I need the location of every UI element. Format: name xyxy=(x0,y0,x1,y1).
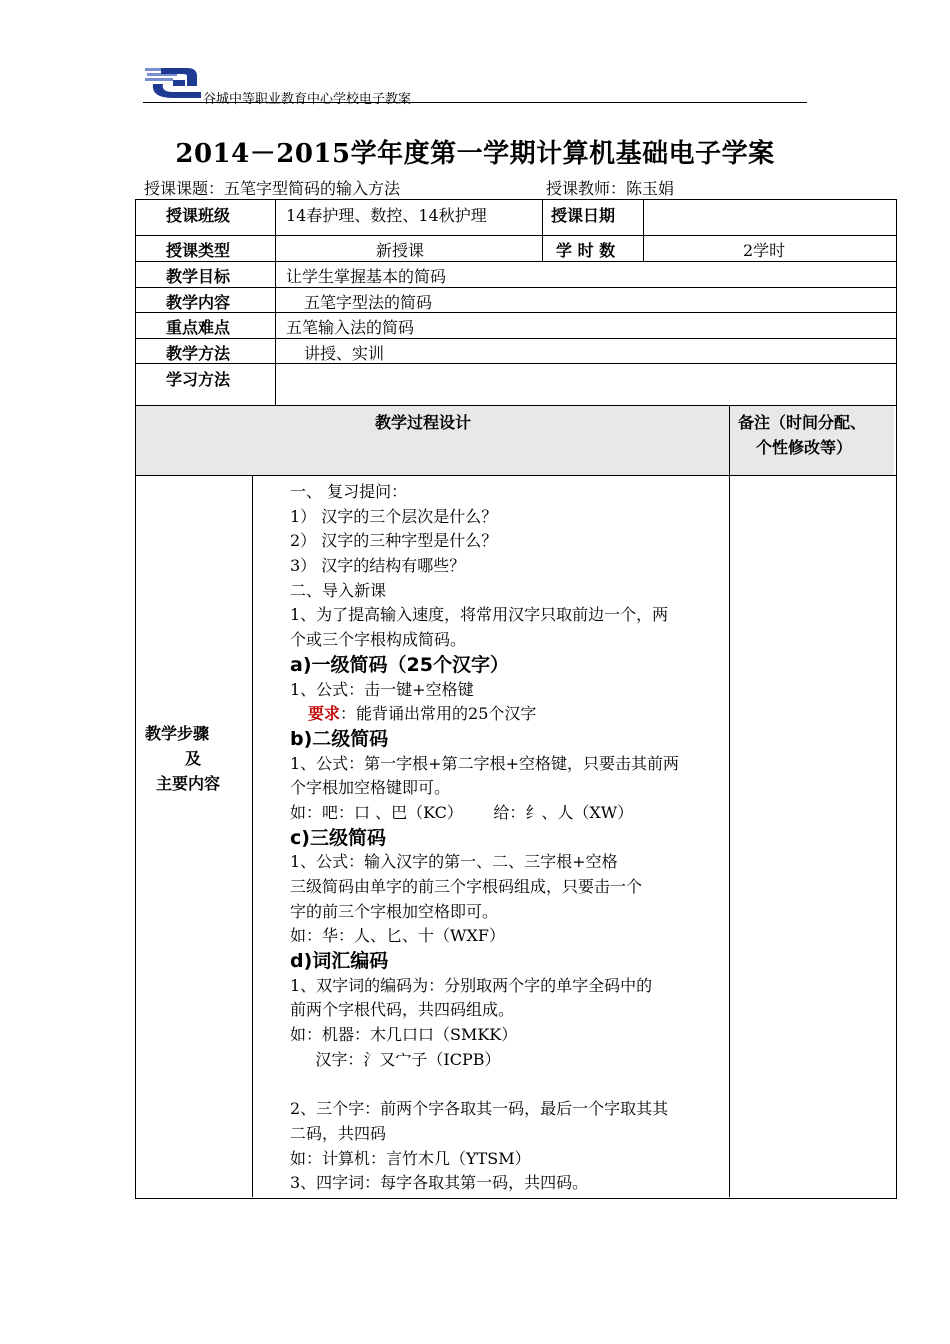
lesson-content xyxy=(290,480,726,1196)
lesson-line: 二码，共四码 xyxy=(290,1123,387,1143)
row-divider xyxy=(135,363,896,364)
school-logo-icon xyxy=(143,64,203,100)
method-value: 讲授、实训 xyxy=(304,344,385,363)
lesson-teacher: 授课教师：陈玉娟 xyxy=(546,179,675,198)
row-divider xyxy=(135,475,896,476)
hours-label: 学 时 数 xyxy=(556,241,616,260)
section-heading: d)词汇编码 xyxy=(290,950,389,973)
lesson-line: 一、 复习提问： xyxy=(290,482,408,501)
lesson-line: 如：机器：木几口口（SMKK） xyxy=(290,1025,518,1045)
row-divider xyxy=(135,405,896,406)
content-value: 五笔字型法的简码 xyxy=(304,293,433,312)
lesson-line: 个字根加空格键即可。 xyxy=(290,778,451,798)
lesson-line: 如：吧：口 、巴（KC） 给：纟、人（XW） xyxy=(290,802,634,822)
lesson-line: 2、三个字：前两个字各取其一码，最后一个字取其其 xyxy=(290,1099,669,1119)
lesson-topic: 授课课题：五笔字型简码的输入方法 xyxy=(144,179,401,198)
lesson-line: 个或三个字根构成简码。 xyxy=(290,630,467,650)
method-label: 教学方法 xyxy=(166,344,231,363)
type-value: 新授课 xyxy=(376,241,425,260)
notes-header-line1: 备注（时间分配、 xyxy=(738,413,867,432)
notes-header-line2: 个性修改等） xyxy=(756,438,853,457)
study-label: 学习方法 xyxy=(166,370,231,389)
requirement-label: 要求 xyxy=(308,704,341,724)
requirement-line xyxy=(290,702,726,727)
goal-value: 让学生掌握基本的简码 xyxy=(286,267,447,286)
page-title: 2014－2015学年度第一学期计算机基础电子学案 xyxy=(175,139,775,169)
page-header xyxy=(143,64,807,107)
header-rule xyxy=(143,102,807,103)
col-divider xyxy=(542,199,543,262)
section-heading: b)二级简码 xyxy=(290,727,389,750)
lesson-line: 二、导入新课 xyxy=(290,580,387,600)
row-divider xyxy=(135,235,896,236)
lesson-line: 1、公式：输入汉字的第一、二、三字根+空格 xyxy=(290,852,618,872)
hours-value: 2学时 xyxy=(743,241,786,260)
lesson-line: 前两个字根代码，共四码组成。 xyxy=(290,1000,515,1020)
key-label: 重点难点 xyxy=(166,318,231,337)
key-value: 五笔输入法的简码 xyxy=(286,318,415,337)
type-label: 授课类型 xyxy=(166,241,231,260)
requirement-text: ：能背诵出常用的25个汉字 xyxy=(340,704,537,724)
class-value: 14春护理、数控、14秋护理 xyxy=(286,206,487,225)
lesson-line: 1） 汉字的三个层次是什么？ xyxy=(290,506,498,526)
content-label: 教学内容 xyxy=(166,293,231,312)
goal-label: 教学目标 xyxy=(166,267,231,286)
lesson-line: 1、公式：第一字根+第二字根+空格键，只要击其前两 xyxy=(290,753,679,773)
col-divider xyxy=(252,475,253,1197)
lesson-line: 三级简码由单字的前三个字根码组成，只要击一个 xyxy=(290,877,643,896)
section-heading: a)一级简码（25个汉字） xyxy=(290,653,509,676)
process-header: 教学过程设计 xyxy=(375,413,472,432)
class-label: 授课班级 xyxy=(166,206,231,225)
lesson-line: 如：华：人、匕、十（WXF） xyxy=(290,926,505,946)
col-divider xyxy=(275,199,276,406)
lesson-line: 3、四字词：每字各取其第一码，共四码。 xyxy=(290,1173,589,1193)
lesson-line: 如：计算机：言竹木几（YTSM） xyxy=(290,1148,531,1168)
row-divider xyxy=(135,287,896,288)
blank-line xyxy=(290,1073,726,1098)
date-label: 授课日期 xyxy=(551,206,616,225)
lesson-line: 字的前三个字根加空格即可。 xyxy=(290,901,499,921)
steps-label-line3: 主要内容 xyxy=(156,774,221,793)
col-divider xyxy=(729,405,730,1197)
section-heading: c)三级简码 xyxy=(290,826,386,849)
lesson-line: 2） 汉字的三种字型是什么？ xyxy=(290,531,498,551)
steps-label-line1: 教学步骤 xyxy=(145,724,210,743)
row-divider xyxy=(135,312,896,313)
lesson-line: 1、双字词的编码为：分别取两个字的单字全码中的 xyxy=(290,975,653,995)
col-divider xyxy=(643,199,644,262)
header-school-name: 谷城中等职业教育中心学校电子教案 xyxy=(203,92,412,107)
row-divider xyxy=(135,261,896,262)
row-divider xyxy=(135,338,896,339)
lesson-line: 1、为了提高输入速度，将常用汉字只取前边一个，两 xyxy=(290,605,669,625)
lesson-line: 汉字：氵又宀子（ICPB） xyxy=(290,1049,501,1069)
steps-label-line2: 及 xyxy=(185,749,202,768)
lesson-line: 3） 汉字的结构有哪些？ xyxy=(290,556,466,576)
lesson-line: 1、公式：击一键+空格键 xyxy=(290,679,474,699)
